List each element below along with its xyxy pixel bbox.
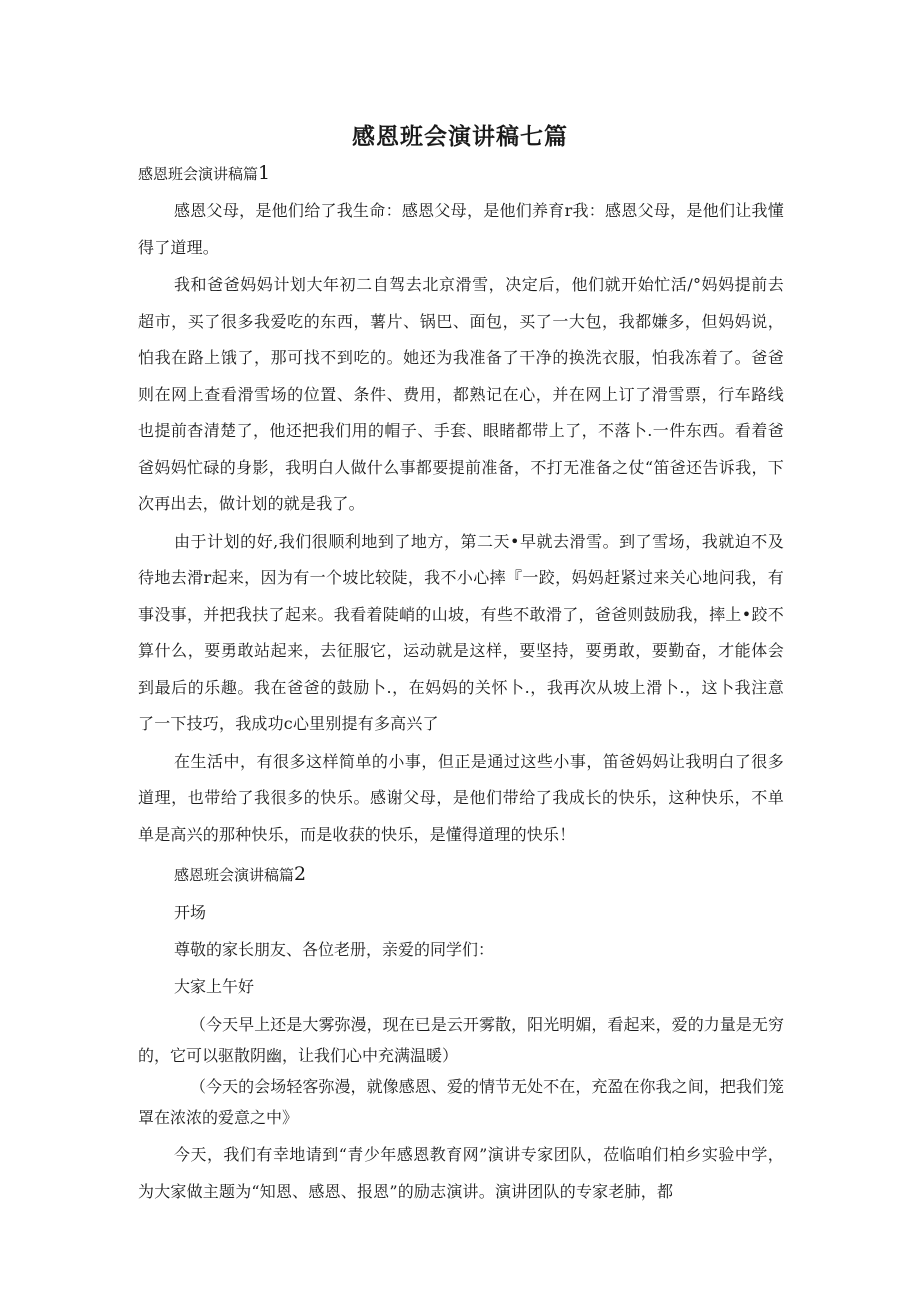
paragraph-3: 由于计划的好,我们很顺利地到了地方，第二天•早就去滑雪。到了雪场，我就迫不及待地去滑r起来，因为有一个坡比较陡，我不小心摔『一跤，妈妈赶紧过来关心地问我，有事没事，并把我扶了起来。我看着陡峭的山坡，有些不敢滑了，爸爸则鼓励我，摔上•跤不算什么，要勇敢站起来，去征服它，运动就是这样，要坚持，要勇敢，要勤奋，才能体会到最后的乐趣。我在爸爸的鼓励卜.，在妈妈的关怀卜.，我再次从坡上滑卜.，这卜我注意了一下技巧，我成功c心里别提有多高兴了 xyxy=(138,531,784,733)
paragraph-1: 感恩父母，是他们给了我生命：感恩父母，是他们养育r我：感恩父母，是他们让我懂得了道理。 xyxy=(138,201,784,257)
section-heading-1-number: 1 xyxy=(258,162,271,184)
section-heading-2-number: 2 xyxy=(294,863,307,885)
paragraph-5: 今天，我们有幸地请到“青少年感恩教育网”演讲专家团队，莅临咱们柏乡实验中学，为大家做主题为“知恩、感恩、报恩”的励志演讲。演讲团队的专家老肺，都 xyxy=(138,1145,784,1201)
paragraph-2: 我和爸爸妈妈计划大年初二自驾去北京滑雪，决定后，他们就开始忙活/°妈妈提前去超市，买了很多我爱吃的东西，薯片、锅巴、面包，买了一大包，我都嫌多，但妈妈说，怕我在路上饿了，那可找不到吃的。她还为我准备了干净的换洗衣服，怕我冻着了。爸爸则在网上查看滑雪场的位置、条件、费用，都熟记在心，并在网上订了滑雪票，行车路线也提前杳清楚了，他还把我们用的帽子、手套、眼睹都带上了，不落卜.一件东西。看着爸爸妈妈忙碌的身影，我明白人做什么事都要提前准备，不打无准备之仗“笛爸还告诉我，下次再出去，做计划的就是我了。 xyxy=(138,275,784,513)
parenthetical-1: （今天早上还是大雾弥漫，现在已是云开雾散，阳光明媚，看起来，爱的力量是无穷的，它可以驱散阴幽，让我们心中充满温暖） xyxy=(138,1015,784,1065)
section-heading-2-text: 感恩班会演讲稿篇 xyxy=(174,866,295,884)
greeting-line: 尊敬的家长朋友、各位老册，亲爱的同学们： xyxy=(174,940,495,959)
section-heading-1 xyxy=(138,160,784,187)
paragraph-4: 在生活中，有很多这样简单的小事，但正是通过这些小事，笛爸妈妈让我明白了很多道理，也带给了我很多的快乐。感谢父母，是他们带给了我成长的快乐，这种快乐，不单单是高兴的那种快乐，而是收获的快乐，是懂得道理的快乐！ xyxy=(138,751,784,844)
section-heading-2 xyxy=(174,861,784,888)
opening-line: 开场 xyxy=(174,903,207,922)
parenthetical-2: （今天的会场轻客弥漫，就像感恩、爱的情节无处不在，充盈在你我之间，把我们笼罩在浓浓的爱意之中》 xyxy=(138,1077,784,1127)
good-morning-line: 大家上午好 xyxy=(174,977,255,996)
document-body xyxy=(138,160,784,1210)
section-heading-1-text: 感恩班会演讲稿篇 xyxy=(138,165,259,183)
document-title: 感恩班会演讲稿七篇 xyxy=(352,124,568,150)
